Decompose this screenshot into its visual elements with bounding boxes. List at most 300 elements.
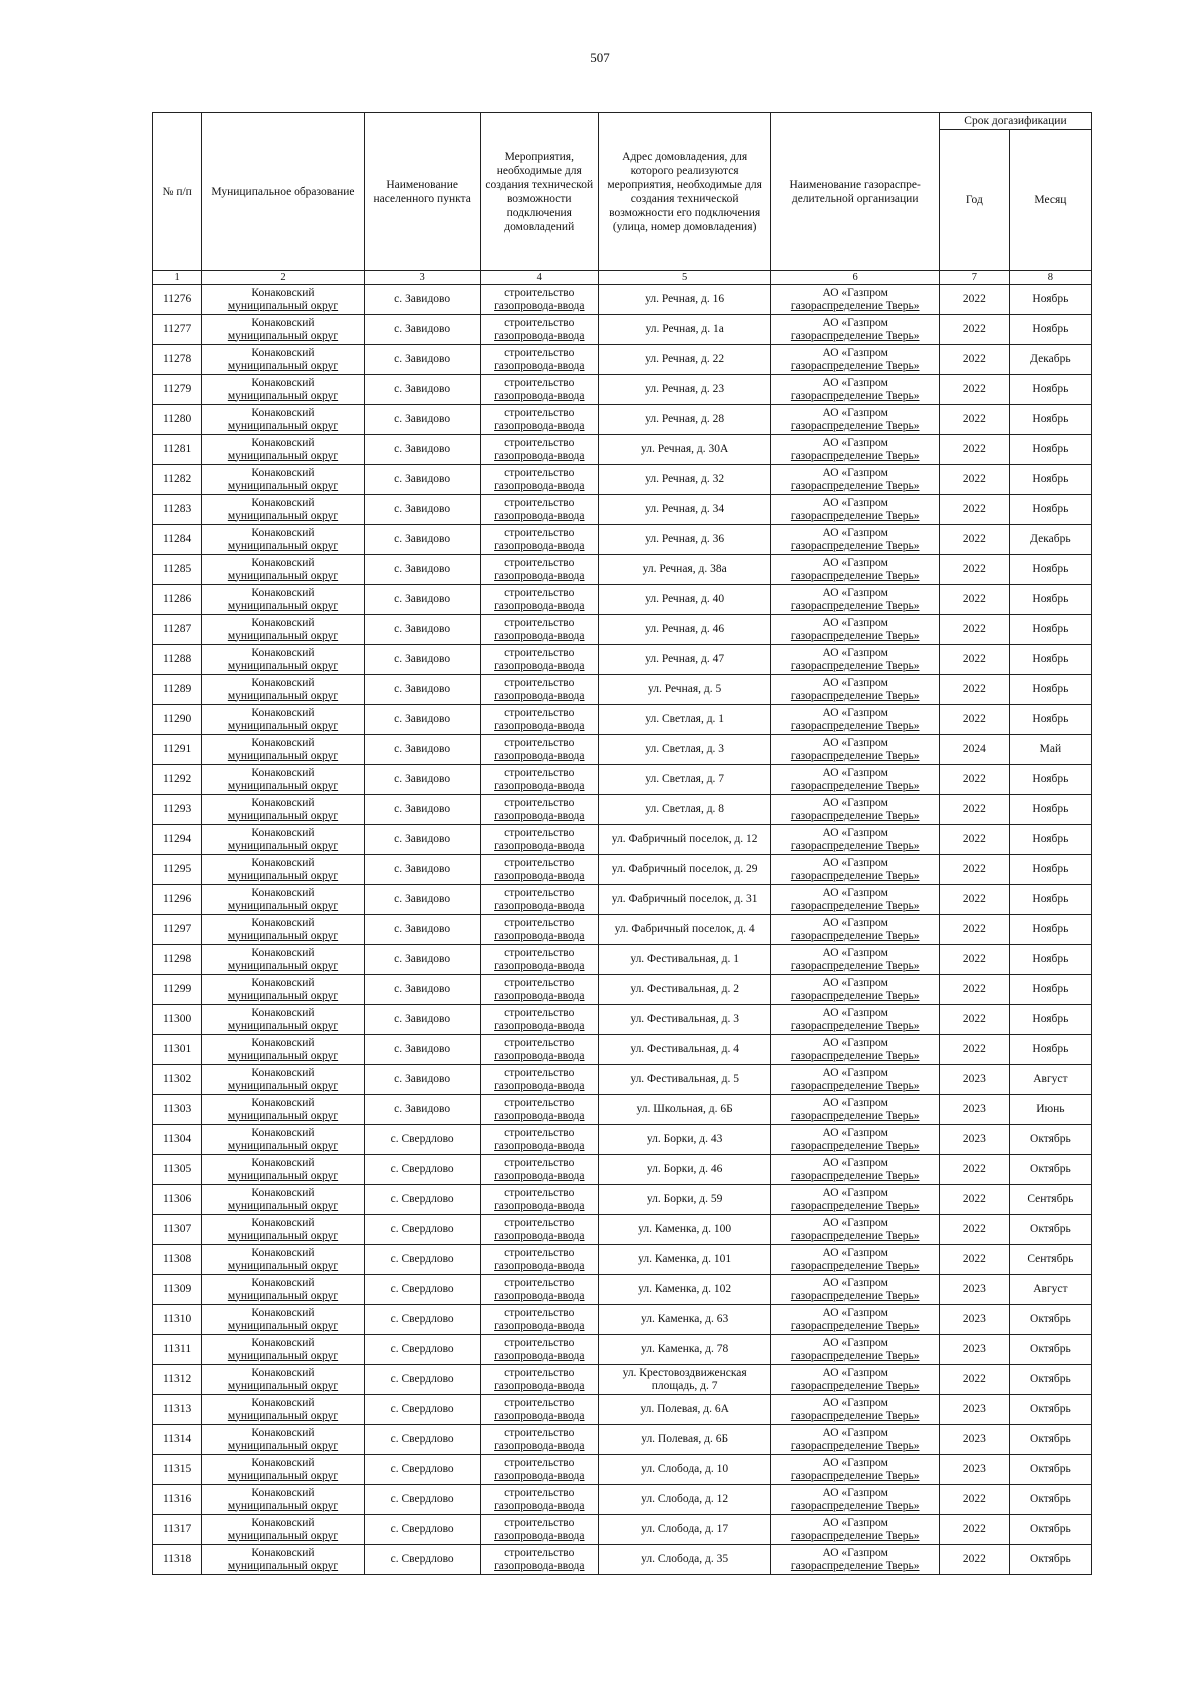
measure-line-1: строительство xyxy=(504,586,575,599)
settlement-cell: с. Завидово xyxy=(364,885,480,915)
year-cell: 2022 xyxy=(939,615,1009,645)
gas-org-line-1: АО «Газпром xyxy=(822,1366,888,1379)
gas-org-line-2: газораспределение Тверь» xyxy=(790,1439,920,1452)
measures-cell xyxy=(480,285,598,315)
municipality-cell xyxy=(202,855,364,885)
table-row xyxy=(153,345,1092,375)
measure-line-2: газопровода-ввода xyxy=(494,689,585,702)
measures-cell xyxy=(480,555,598,585)
municipality-type: муниципальный округ xyxy=(227,989,339,1002)
settlement-cell: с. Свердлово xyxy=(364,1155,480,1185)
measure-line-1: строительство xyxy=(504,376,575,389)
table-row xyxy=(153,1065,1092,1095)
municipality-type: муниципальный округ xyxy=(227,1229,339,1242)
municipality-name: Конаковский xyxy=(251,1366,315,1379)
row-number-cell: 11306 xyxy=(153,1185,202,1215)
address-cell: ул. Борки, д. 59 xyxy=(598,1185,771,1215)
measure-line-1: строительство xyxy=(504,1006,575,1019)
settlement-cell: с. Свердлово xyxy=(364,1275,480,1305)
settlement-cell: с. Завидово xyxy=(364,1035,480,1065)
address-cell: ул. Крестовоздвиженская площадь, д. 7 xyxy=(598,1365,771,1395)
gas-org-line-1: АО «Газпром xyxy=(822,616,888,629)
settlement-cell: с. Завидово xyxy=(364,435,480,465)
month-cell: Ноябрь xyxy=(1009,975,1091,1005)
settlement-cell: с. Свердлово xyxy=(364,1335,480,1365)
settlement-cell: с. Завидово xyxy=(364,1095,480,1125)
measure-line-2: газопровода-ввода xyxy=(494,1169,585,1182)
address-cell: ул. Речная, д. 47 xyxy=(598,645,771,675)
municipality-name: Конаковский xyxy=(251,1396,315,1409)
municipality-cell xyxy=(202,1095,364,1125)
month-cell: Ноябрь xyxy=(1009,1035,1091,1065)
address-cell: ул. Фабричный поселок, д. 29 xyxy=(598,855,771,885)
year-cell: 2022 xyxy=(939,915,1009,945)
measure-line-1: строительство xyxy=(504,466,575,479)
municipality-type: муниципальный округ xyxy=(227,1199,339,1212)
gas-org-cell xyxy=(771,705,939,735)
measures-cell xyxy=(480,915,598,945)
settlement-cell: с. Завидово xyxy=(364,795,480,825)
municipality-type: муниципальный округ xyxy=(227,389,339,402)
gas-org-cell xyxy=(771,285,939,315)
municipality-type: муниципальный округ xyxy=(227,1379,339,1392)
table-row xyxy=(153,645,1092,675)
municipality-type: муниципальный округ xyxy=(227,1019,339,1032)
municipality-cell xyxy=(202,825,364,855)
gas-org-line-2: газораспределение Тверь» xyxy=(790,989,920,1002)
municipality-cell xyxy=(202,1125,364,1155)
gas-org-cell xyxy=(771,1215,939,1245)
table-row xyxy=(153,375,1092,405)
gas-org-line-2: газораспределение Тверь» xyxy=(790,329,920,342)
municipality-type: муниципальный округ xyxy=(227,539,339,552)
gas-org-line-1: АО «Газпром xyxy=(822,1306,888,1319)
settlement-cell: с. Завидово xyxy=(364,675,480,705)
measure-line-2: газопровода-ввода xyxy=(494,719,585,732)
address-cell: ул. Светлая, д. 8 xyxy=(598,795,771,825)
gas-org-cell xyxy=(771,1335,939,1365)
measure-line-1: строительство xyxy=(504,526,575,539)
municipality-type: муниципальный округ xyxy=(227,869,339,882)
gas-org-line-2: газораспределение Тверь» xyxy=(790,839,920,852)
address-cell: ул. Речная, д. 22 xyxy=(598,345,771,375)
municipality-cell xyxy=(202,645,364,675)
year-cell: 2023 xyxy=(939,1395,1009,1425)
settlement-cell: с. Свердлово xyxy=(364,1215,480,1245)
header-settlement: Наименование населенного пункта xyxy=(364,113,480,271)
municipality-type: муниципальный округ xyxy=(227,449,339,462)
year-cell: 2023 xyxy=(939,1065,1009,1095)
municipality-name: Конаковский xyxy=(251,1456,315,1469)
gas-org-cell xyxy=(771,1125,939,1155)
municipality-cell xyxy=(202,1365,364,1395)
gas-org-cell xyxy=(771,1395,939,1425)
row-number-cell: 11290 xyxy=(153,705,202,735)
gas-org-cell xyxy=(771,915,939,945)
municipality-cell xyxy=(202,1245,364,1275)
municipality-cell xyxy=(202,615,364,645)
table-row xyxy=(153,1515,1092,1545)
row-number-cell: 11310 xyxy=(153,1305,202,1335)
table-row xyxy=(153,1455,1092,1485)
settlement-cell: с. Свердлово xyxy=(364,1425,480,1455)
month-cell: Октябрь xyxy=(1009,1515,1091,1545)
measure-line-2: газопровода-ввода xyxy=(494,1499,585,1512)
row-number-cell: 11301 xyxy=(153,1035,202,1065)
measure-line-1: строительство xyxy=(504,1216,575,1229)
measures-cell xyxy=(480,1395,598,1425)
measures-cell xyxy=(480,1215,598,1245)
gas-org-line-2: газораспределение Тверь» xyxy=(790,539,920,552)
measure-line-1: строительство xyxy=(504,496,575,509)
year-cell: 2022 xyxy=(939,1185,1009,1215)
settlement-cell: с. Свердлово xyxy=(364,1185,480,1215)
year-cell: 2022 xyxy=(939,855,1009,885)
gas-org-line-1: АО «Газпром xyxy=(822,796,888,809)
gas-org-line-1: АО «Газпром xyxy=(822,1336,888,1349)
measure-line-1: строительство xyxy=(504,1066,575,1079)
municipality-cell xyxy=(202,945,364,975)
measure-line-1: строительство xyxy=(504,1456,575,1469)
municipality-type: муниципальный округ xyxy=(227,809,339,822)
gas-org-cell xyxy=(771,1005,939,1035)
month-cell: Сентябрь xyxy=(1009,1245,1091,1275)
month-cell: Октябрь xyxy=(1009,1305,1091,1335)
month-cell: Ноябрь xyxy=(1009,465,1091,495)
measure-line-1: строительство xyxy=(504,1426,575,1439)
column-number-cell: 3 xyxy=(364,271,480,285)
month-cell: Ноябрь xyxy=(1009,375,1091,405)
municipality-name: Конаковский xyxy=(251,646,315,659)
gas-org-line-1: АО «Газпром xyxy=(822,1096,888,1109)
gas-org-line-2: газораспределение Тверь» xyxy=(790,479,920,492)
page-number: 507 xyxy=(590,50,610,65)
year-cell: 2022 xyxy=(939,345,1009,375)
gas-org-line-2: газораспределение Тверь» xyxy=(790,1019,920,1032)
row-number-cell: 11294 xyxy=(153,825,202,855)
measure-line-1: строительство xyxy=(504,1186,575,1199)
address-cell: ул. Фабричный поселок, д. 31 xyxy=(598,885,771,915)
row-number-cell: 11296 xyxy=(153,885,202,915)
municipality-name: Конаковский xyxy=(251,766,315,779)
municipality-name: Конаковский xyxy=(251,406,315,419)
municipality-type: муниципальный округ xyxy=(227,719,339,732)
month-cell: Ноябрь xyxy=(1009,645,1091,675)
address-cell: ул. Борки, д. 43 xyxy=(598,1125,771,1155)
settlement-cell: с. Завидово xyxy=(364,405,480,435)
municipality-cell xyxy=(202,675,364,705)
address-cell: ул. Светлая, д. 7 xyxy=(598,765,771,795)
gas-org-cell xyxy=(771,405,939,435)
row-number-cell: 11318 xyxy=(153,1545,202,1575)
measure-line-2: газопровода-ввода xyxy=(494,869,585,882)
measure-line-1: строительство xyxy=(504,436,575,449)
gas-org-line-1: АО «Газпром xyxy=(822,676,888,689)
table-row xyxy=(153,1245,1092,1275)
table-row xyxy=(153,285,1092,315)
row-number-cell: 11293 xyxy=(153,795,202,825)
municipality-type: муниципальный округ xyxy=(227,1439,339,1452)
gas-org-line-1: АО «Газпром xyxy=(822,1126,888,1139)
year-cell: 2022 xyxy=(939,555,1009,585)
table-row xyxy=(153,1425,1092,1455)
settlement-cell: с. Завидово xyxy=(364,705,480,735)
settlement-cell: с. Завидово xyxy=(364,975,480,1005)
gas-org-line-2: газораспределение Тверь» xyxy=(790,629,920,642)
year-cell: 2023 xyxy=(939,1305,1009,1335)
measure-line-1: строительство xyxy=(504,916,575,929)
gas-org-cell xyxy=(771,825,939,855)
gas-org-line-1: АО «Газпром xyxy=(822,1216,888,1229)
measure-line-2: газопровода-ввода xyxy=(494,1469,585,1482)
municipality-type: муниципальный округ xyxy=(227,1049,339,1062)
table-row xyxy=(153,705,1092,735)
measures-cell xyxy=(480,1515,598,1545)
measures-cell xyxy=(480,1125,598,1155)
gas-org-line-2: газораспределение Тверь» xyxy=(790,1289,920,1302)
address-cell: ул. Фестивальная, д. 5 xyxy=(598,1065,771,1095)
municipality-name: Конаковский xyxy=(251,1516,315,1529)
gas-org-cell xyxy=(771,1275,939,1305)
year-cell: 2022 xyxy=(939,645,1009,675)
gas-org-line-2: газораспределение Тверь» xyxy=(790,1199,920,1212)
year-cell: 2022 xyxy=(939,435,1009,465)
gas-org-line-1: АО «Газпром xyxy=(822,286,888,299)
year-cell: 2022 xyxy=(939,1365,1009,1395)
settlement-cell: с. Свердлово xyxy=(364,1365,480,1395)
row-number-cell: 11307 xyxy=(153,1215,202,1245)
column-number-cell: 5 xyxy=(598,271,771,285)
table-row xyxy=(153,555,1092,585)
municipality-type: муниципальный округ xyxy=(227,479,339,492)
address-cell: ул. Слобода, д. 35 xyxy=(598,1545,771,1575)
row-number-cell: 11291 xyxy=(153,735,202,765)
municipality-type: муниципальный округ xyxy=(227,509,339,522)
settlement-cell: с. Свердлово xyxy=(364,1545,480,1575)
measures-cell xyxy=(480,1035,598,1065)
measure-line-2: газопровода-ввода xyxy=(494,479,585,492)
gas-org-line-1: АО «Газпром xyxy=(822,706,888,719)
address-cell: ул. Каменка, д. 101 xyxy=(598,1245,771,1275)
settlement-cell: с. Завидово xyxy=(364,345,480,375)
gas-org-cell xyxy=(771,495,939,525)
measure-line-2: газопровода-ввода xyxy=(494,929,585,942)
year-cell: 2022 xyxy=(939,1005,1009,1035)
municipality-type: муниципальный округ xyxy=(227,599,339,612)
row-number-cell: 11277 xyxy=(153,315,202,345)
measures-cell xyxy=(480,1365,598,1395)
measures-cell xyxy=(480,1185,598,1215)
month-cell: Ноябрь xyxy=(1009,285,1091,315)
table-row xyxy=(153,1005,1092,1035)
header-municipality: Муниципальное образование xyxy=(202,113,364,271)
row-number-cell: 11302 xyxy=(153,1065,202,1095)
year-cell: 2022 xyxy=(939,495,1009,525)
month-cell: Сентябрь xyxy=(1009,1185,1091,1215)
month-cell: Ноябрь xyxy=(1009,615,1091,645)
table-row xyxy=(153,1545,1092,1575)
row-number-cell: 11298 xyxy=(153,945,202,975)
municipality-name: Конаковский xyxy=(251,436,315,449)
measures-cell xyxy=(480,945,598,975)
municipality-name: Конаковский xyxy=(251,1306,315,1319)
address-cell: ул. Каменка, д. 78 xyxy=(598,1335,771,1365)
measures-cell xyxy=(480,525,598,555)
year-cell: 2022 xyxy=(939,795,1009,825)
header-year: Год xyxy=(939,130,1009,271)
row-number-cell: 11299 xyxy=(153,975,202,1005)
address-cell: ул. Слобода, д. 17 xyxy=(598,1515,771,1545)
municipality-cell xyxy=(202,795,364,825)
measures-cell xyxy=(480,1545,598,1575)
municipality-cell xyxy=(202,435,364,465)
table-row xyxy=(153,825,1092,855)
municipality-cell xyxy=(202,495,364,525)
gas-org-line-1: АО «Газпром xyxy=(822,946,888,959)
municipality-type: муниципальный округ xyxy=(227,299,339,312)
gas-org-line-1: АО «Газпром xyxy=(822,376,888,389)
municipality-name: Конаковский xyxy=(251,946,315,959)
row-number-cell: 11316 xyxy=(153,1485,202,1515)
measure-line-1: строительство xyxy=(504,346,575,359)
municipality-cell xyxy=(202,345,364,375)
gas-org-cell xyxy=(771,465,939,495)
column-number-cell: 8 xyxy=(1009,271,1091,285)
gas-org-cell xyxy=(771,585,939,615)
gas-org-line-2: газораспределение Тверь» xyxy=(790,419,920,432)
municipality-cell xyxy=(202,1425,364,1455)
month-cell: Ноябрь xyxy=(1009,1005,1091,1035)
measure-line-2: газопровода-ввода xyxy=(494,1349,585,1362)
gas-org-line-2: газораспределение Тверь» xyxy=(790,1139,920,1152)
measure-line-2: газопровода-ввода xyxy=(494,569,585,582)
month-cell: Ноябрь xyxy=(1009,945,1091,975)
gas-org-line-2: газораспределение Тверь» xyxy=(790,1529,920,1542)
table-row xyxy=(153,315,1092,345)
municipality-name: Конаковский xyxy=(251,676,315,689)
table-row xyxy=(153,465,1092,495)
gas-org-line-2: газораспределение Тверь» xyxy=(790,1049,920,1062)
measure-line-2: газопровода-ввода xyxy=(494,359,585,372)
settlement-cell: с. Завидово xyxy=(364,735,480,765)
row-number-cell: 11286 xyxy=(153,585,202,615)
municipality-name: Конаковский xyxy=(251,976,315,989)
gas-org-line-2: газораспределение Тверь» xyxy=(790,779,920,792)
year-cell: 2024 xyxy=(939,735,1009,765)
measure-line-1: строительство xyxy=(504,286,575,299)
municipality-name: Конаковский xyxy=(251,316,315,329)
municipality-cell xyxy=(202,1545,364,1575)
header-no: № п/п xyxy=(153,113,202,271)
table-row xyxy=(153,885,1092,915)
municipality-type: муниципальный округ xyxy=(227,1559,339,1572)
gas-org-cell xyxy=(771,1365,939,1395)
gas-org-line-1: АО «Газпром xyxy=(822,316,888,329)
measures-cell xyxy=(480,345,598,375)
address-cell: ул. Каменка, д. 63 xyxy=(598,1305,771,1335)
municipality-cell xyxy=(202,465,364,495)
settlement-cell: с. Завидово xyxy=(364,465,480,495)
gas-org-line-1: АО «Газпром xyxy=(822,766,888,779)
measure-line-1: строительство xyxy=(504,796,575,809)
gas-org-line-1: АО «Газпром xyxy=(822,1186,888,1199)
gas-org-cell xyxy=(771,1545,939,1575)
year-cell: 2022 xyxy=(939,1485,1009,1515)
year-cell: 2022 xyxy=(939,375,1009,405)
gas-org-line-1: АО «Газпром xyxy=(822,826,888,839)
address-cell: ул. Каменка, д. 100 xyxy=(598,1215,771,1245)
table-row xyxy=(153,1485,1092,1515)
gas-org-line-1: АО «Газпром xyxy=(822,916,888,929)
measure-line-1: строительство xyxy=(504,1246,575,1259)
address-cell: ул. Полевая, д. 6Б xyxy=(598,1425,771,1455)
measures-cell xyxy=(480,1335,598,1365)
gas-org-line-1: АО «Газпром xyxy=(822,1006,888,1019)
gas-org-line-2: газораспределение Тверь» xyxy=(790,659,920,672)
measure-line-1: строительство xyxy=(504,1096,575,1109)
gas-org-line-2: газораспределение Тверь» xyxy=(790,1079,920,1092)
year-cell: 2022 xyxy=(939,675,1009,705)
measure-line-1: строительство xyxy=(504,616,575,629)
gas-org-line-1: АО «Газпром xyxy=(822,1246,888,1259)
gas-org-line-2: газораспределение Тверь» xyxy=(790,929,920,942)
row-number-cell: 11288 xyxy=(153,645,202,675)
municipality-cell xyxy=(202,555,364,585)
measure-line-2: газопровода-ввода xyxy=(494,1409,585,1422)
gas-org-line-1: АО «Газпром xyxy=(822,586,888,599)
municipality-name: Конаковский xyxy=(251,826,315,839)
measure-line-2: газопровода-ввода xyxy=(494,749,585,762)
table-row xyxy=(153,1035,1092,1065)
row-number-cell: 11315 xyxy=(153,1455,202,1485)
municipality-cell xyxy=(202,1275,364,1305)
year-cell: 2022 xyxy=(939,315,1009,345)
address-cell: ул. Речная, д. 1а xyxy=(598,315,771,345)
municipality-type: муниципальный округ xyxy=(227,1139,339,1152)
municipality-cell xyxy=(202,585,364,615)
address-cell: ул. Светлая, д. 3 xyxy=(598,735,771,765)
measure-line-1: строительство xyxy=(504,1156,575,1169)
month-cell: Август xyxy=(1009,1065,1091,1095)
year-cell: 2022 xyxy=(939,1245,1009,1275)
measures-cell xyxy=(480,465,598,495)
address-cell: ул. Речная, д. 34 xyxy=(598,495,771,525)
month-cell: Ноябрь xyxy=(1009,705,1091,735)
row-number-cell: 11282 xyxy=(153,465,202,495)
measure-line-2: газопровода-ввода xyxy=(494,1529,585,1542)
month-cell: Октябрь xyxy=(1009,1545,1091,1575)
municipality-name: Конаковский xyxy=(251,376,315,389)
measure-line-2: газопровода-ввода xyxy=(494,989,585,1002)
gas-org-line-1: АО «Газпром xyxy=(822,406,888,419)
row-number-cell: 11314 xyxy=(153,1425,202,1455)
measure-line-1: строительство xyxy=(504,1546,575,1559)
table-row xyxy=(153,975,1092,1005)
year-cell: 2022 xyxy=(939,1515,1009,1545)
measures-cell xyxy=(480,1275,598,1305)
address-cell: ул. Слобода, д. 12 xyxy=(598,1485,771,1515)
measures-cell xyxy=(480,765,598,795)
gas-org-line-2: газораспределение Тверь» xyxy=(790,1559,920,1572)
settlement-cell: с. Завидово xyxy=(364,945,480,975)
measure-line-1: строительство xyxy=(504,1486,575,1499)
gas-org-line-2: газораспределение Тверь» xyxy=(790,1319,920,1332)
row-number-cell: 11308 xyxy=(153,1245,202,1275)
month-cell: Ноябрь xyxy=(1009,405,1091,435)
settlement-cell: с. Завидово xyxy=(364,855,480,885)
column-numbers-row xyxy=(153,271,1092,285)
gas-org-line-2: газораспределение Тверь» xyxy=(790,509,920,522)
